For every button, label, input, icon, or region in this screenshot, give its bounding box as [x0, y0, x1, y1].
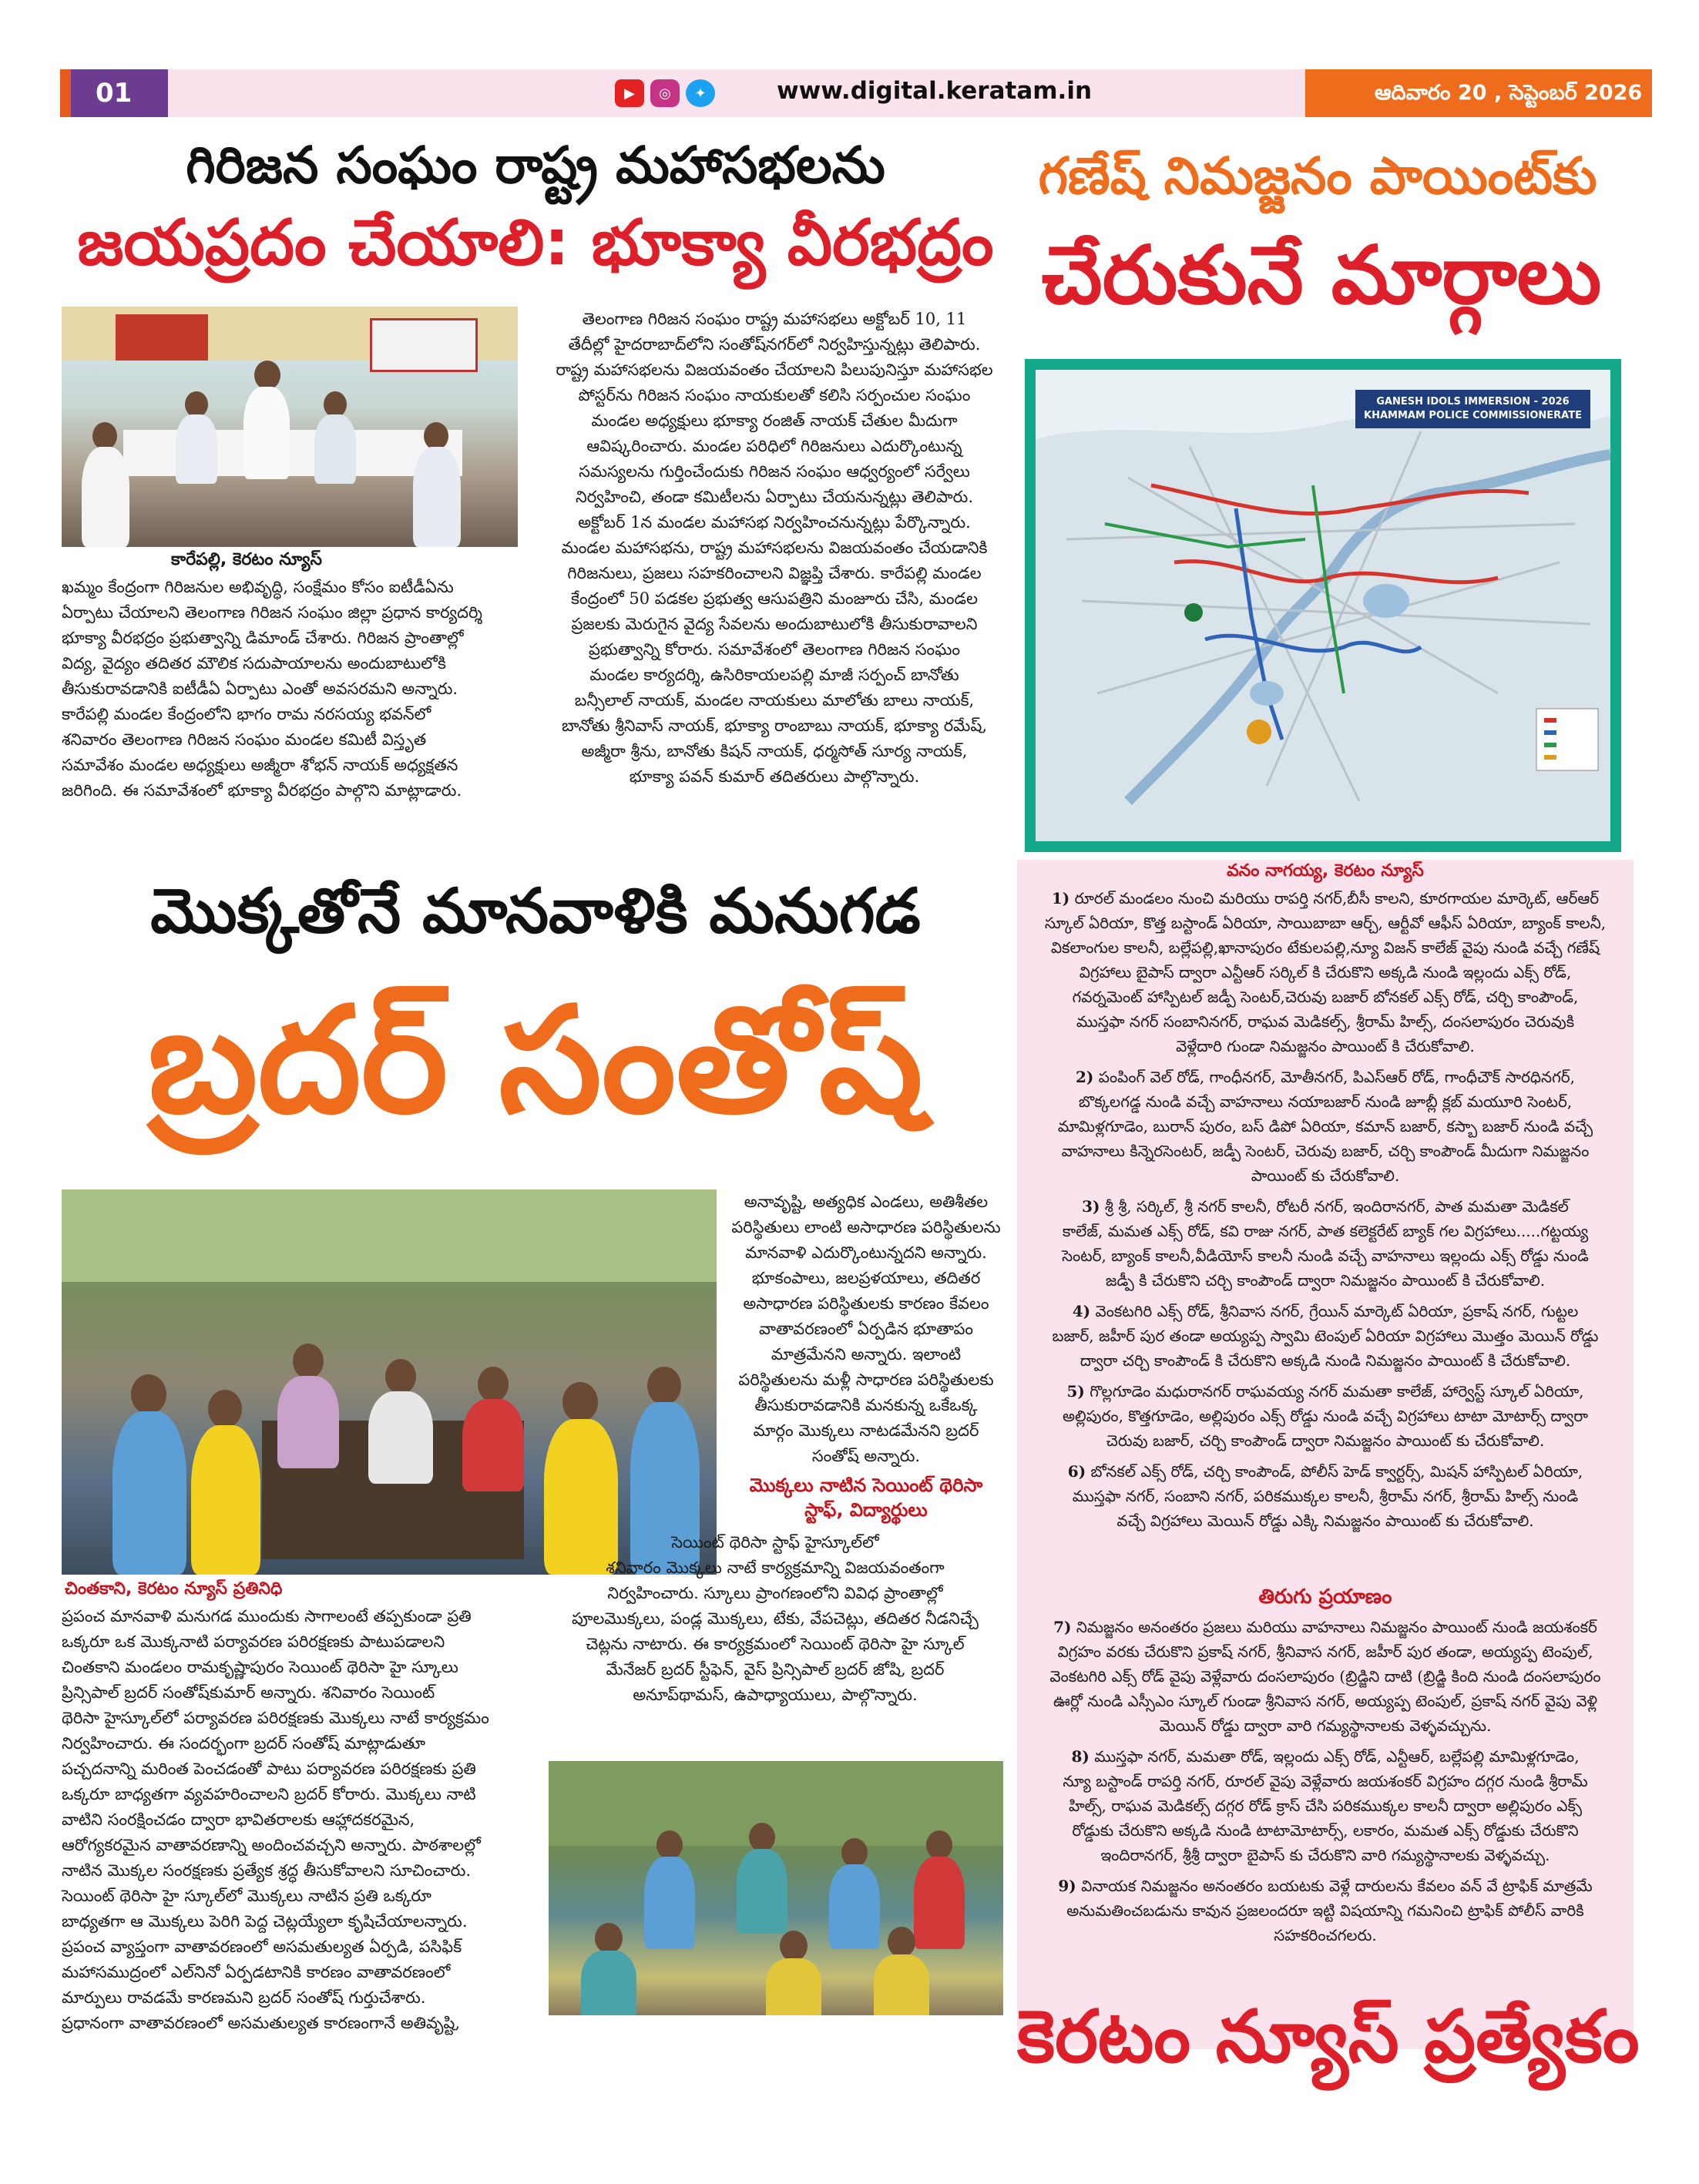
return-journey-heading: తిరుగు ప్రయాణం [1258, 1585, 1392, 1609]
story2-headline: చేరుకునే మార్గాలు [1041, 228, 1602, 322]
route-item: 6) బోనకల్ ఎక్స్ రోడ్, చర్చి కాంపౌండ్, పోలీస్ హెడ్ క్వార్టర్స్, మిషన్ హాస్పిటల్ ఏరియా, [1067, 1462, 1583, 1481]
story1-body-left: ఖమ్మం కేంద్రంగా గిరిజనుల అభివృద్ధి, సంక్షేమం కోసం ఐటీడీఏను ఏర్పాటు చేయాలని తెలంగాణ గిరిజన సంఘం జిల్లా ప్రధాన కార్యదర్శి భూక్యా వీరభద్రం ప్రభుత్వాన్ని డిమాండ్ చేశారు. గిరిజన ప్రాంతాల్లో విద్య, వైద్యం తదితర మౌలిక సదుపాయాలను అందుబాటులోకి తీసుకురావడానికి ఐటీడీఏ ఏర్పాటు ఎంతో అవసరమని అన్నారు. కారేపల్లి మండల కేంద్రంలోని భాగం రామ నరసయ్య భవన్‌లో శనివారం తెలంగాణ గిరిజన సంఘం మండల కమిటీ విస్తృత సమావేశం మండల అధ్యక్షులు అజ్మీరా శోభన్ నాయక్ అధ్యక్షతన జరిగింది. ఈ సమావేశంలో భూక్యా వీరభద్రం పాల్గొని మాట్లాడారు. [62, 578, 483, 800]
route-item: 7) నిమజ్జనం అనంతరం ప్రజలు మరియు వాహనాలు నిమజ్జనం పాయింట్ నుండి జయశంకర్ [1053, 1618, 1597, 1636]
story1-dateline: కారేపల్లి, కెరటం న్యూస్ [171, 550, 322, 569]
story2-dateline: వనం నాగయ్య, కెరటం న్యూస్ [1227, 861, 1424, 881]
masthead-bar [60, 69, 1652, 117]
story3-headline: బ్రదర్ సంతోష్ [147, 975, 924, 1146]
immersion-route-map [1025, 359, 1621, 852]
story1-photo [62, 307, 518, 547]
story3-photo-caption: మొక్కలు నాటిన సెయింట్ థెరిసా స్టాఫ్, విద్యార్థులు [749, 1474, 983, 1521]
routes-list-return: 7) నిమజ్జనం అనంతరం ప్రజలు మరియు వాహనాలు నిమజ్జనం పాయింట్ నుండి జయశంకర్ విగ్రహం వరకు చేరుకొని ప్రకాష్ నగర్, శ్రీనివాస నగర్, జహీర్ పుర తండా, అయ్యప్ప టెంపుల్, వెంకటగిరి ఎక్స్ రోడ్ వైపు వెళ్లేవారు దంసలాపురం (బ్రిడ్జిని దాటి (బ్రిడ్జి కింది నుండి దంసలాపురం ఊర్లో నుండి ఎస్సీఎం స్కూల్ గుండా శ్రీనివాస నగర్, అయ్యప్ప టెంపుల్, ప్రకాష్ నగర్ వైపు వెళ్లి మెయిన్ రోడ్డు ద్వారా వారి గమ్యస్థానాలకు వెళ్ళవచ్చును. 8) ముస్తఫా నగర్, మమతా రోడ్, ఇల్లందు ఎక్స్ రోడ్, ఎన్టీఆర్, బల్లేపల్లి మామిళ్లగూడెం, న్యూ బస్టాండ్ రాపర్తి నగర్, రూరల్ వైపు వెళ్లేవారు జయశంకర్ విగ్రహం దగ్గర నుండి శ్రీరామ్ హిల్స్, రాఘవ మెడికల్స్ దగ్గర రోడ్ క్రాస్ చేసి పరికముక్కల కాలనీ ద్వారా అల్లిపురం ఎక్స్ రోడ్డుకు చేరుకొని అక్కడి నుండి టాటామోటార్స్, లకారం, మమత ఎక్స్ రోడ్డుకు చేరుకొని ఇందిరానగర్, శ్రీశ్రీ ద్వారా బైపాస్ కు చేరుకొని వారి గమ్యస్థానాలకు వెళ్ళవచ్చు. 9) వినాయక నిమజ్జనం అనంతరం బయటకు వెళ్లే దారులను కేవలం వన్ వే ట్రాఫిక్ మాత్రమే అనుమతించబడును కావున ప్రజలందరూ ఇట్టి విషయాన్ని గమనించి ట్రాఫిక్ పోలీస్ వారికి సహకరించగలరు. [1020, 1615, 1630, 1947]
story3-dateline: చింతకాని, కెరటం న్యూస్ ప్రతినిధి [65, 1579, 283, 1599]
route-item: 5) గొల్లగూడెం మధురానగర్ రాఘవయ్య నగర్ మమతా కాలేజ్, హార్వెస్ట్ స్కూల్ ఏరియా, [1066, 1382, 1584, 1401]
issue-date: ఆదివారం 20 , సెప్టెంబర్ 2026 [1305, 69, 1652, 117]
keratam-special-footer: కెరటం న్యూస్ ప్రత్యేకం [1017, 1995, 1640, 2079]
instagram-icon[interactable]: ◎ [650, 79, 680, 107]
masthead-center [168, 69, 1362, 117]
story3-kicker: మొక్కతోనే మానవాళికి మనుగడ [150, 875, 921, 947]
story3-body-right-top: అనావృష్టి, అత్యధిక ఎండలు, అతిశీతల పరిస్థితులు లాంటి అసాధారణ పరిస్థితులను మానవాళి ఎదుర్కొంటున్నదని అన్నారు. భూకంపాలు, జలప్రళయాలు, తదితర అసాధారణ పరిస్థితులకు కారణం కేవలం వాతావరణంలో ఏర్పడిన భూతాపం మాత్రమేనని అన్నారు. ఇలాంటి పరిస్థితులను మళ్లీ సాధారణ పరిస్థితులకు తీసుకురావడానికి మనకున్న ఒకేఒక్క మార్గం మొక్కలు నాటడమేనని బ్రదర్ సంతోష్ అన్నారు. [731, 1193, 1001, 1465]
story1-headline: జయప్రదం చేయాలి: భూక్యా వీరభద్రం [77, 206, 994, 280]
route-item: 4) వెంకటగిరి ఎక్స్ రోడ్, శ్రీనివాస నగర్, గ్రేయిన్ మార్కెట్ ఏరియా, ప్రకాష్ నగర్, గుట్టల [1072, 1302, 1579, 1320]
story3-body-right-bottom: సెయింట్ థెరిసా స్టాఫ్ హైస్కూల్‌లో శనివారం మొక్కలు నాటే కార్యక్రమాన్ని విజయవంతంగా నిర్వహించారు. స్కూలు ప్రాంగణంలోని వివిధ ప్రాంతాల్లో పూలమొక్కలు, పండ్ల మొక్కలు, టేకు, వేపచెట్లు, తదితర నీడనిచ్చే చెట్లను నాటారు. ఈ కార్యక్రమంలో సెయింట్ థెరిసా హై స్కూల్ మేనేజర్ బ్రదర్ స్టీఫెన్, వైస్ ప్రిన్సిపాల్ బ్రదర్ జోషి, బ్రదర్ అనూప్‌థామస్, ఉపాధ్యాయులు, పాల్గొన్నారు. [572, 1533, 979, 1704]
story3-photo-main [62, 1189, 717, 1575]
website-url[interactable]: www.digital.keratam.in [777, 77, 1093, 105]
route-item: 8) ముస్తఫా నగర్, మమతా రోడ్, ఇల్లందు ఎక్స్ రోడ్, ఎన్టీఆర్, బల్లేపల్లి మామిళ్లగూడెం, [1071, 1747, 1580, 1766]
route-item: 2) పంపింగ్ వెల్ రోడ్, గాంధీనగర్, మోతీనగర్, పిఎస్‌ఆర్ రోడ్, గాంధీచౌక్ సారధినగర్, [1076, 1068, 1575, 1086]
story3-photo-secondary [549, 1761, 1003, 2015]
route-item: 9) వినాయక నిమజ్జనం అనంతరం బయటకు వెళ్లే దారులను కేవలం వన్ వే ట్రాఫిక్ మాత్రమే [1058, 1877, 1593, 1895]
routes-list-outbound: 1) రూరల్ మండలం నుంచి మరియు రాపర్తి నగర్,బీసీ కాలని, కూరగాయల మార్కెట్, ఆర్‌ఆర్ స్కూల్ ఏరియా, కొత్త బస్టాండ్ ఏరియా, సాయిబాబా ఆర్చ్, ఆర్టీవో ఆఫీస్ ఏరియా, బ్యాంక్ కాలనీ, వికలాంగుల కాలనీ, బల్లేపల్లి,ఖానాపురం టేకులపల్లి,న్యూ విజన్ కాలేజ్ వైపు నుండి వచ్చే గణేష్ విగ్రహాలు బైపాస్ ద్వారా ఎన్టీఆర్ సర్కిల్ కి చేరుకొని అక్కడి నుండి ఇల్లందు ఎక్స్ రోడ్, గవర్నమెంట్ హాస్పిటల్ జడ్పీ సెంటర్,చెరువు బజార్ బోనకల్ ఎక్స్ రోడ్, చర్చి కాంపౌండ్, ముస్తఫా నగర్ సంబానినగర్, రాఘవ మెడికల్స్, శ్రీరామ్ హిల్స్, దంసలాపురం చెరువుకి వెళ్లేదారి గుండా నిమజ్జనం పాయింట్ కి చేరుకోవాలి. 2) పంపింగ్ వెల్ రోడ్, గాంధీనగర్, మోతీనగర్, పిఎస్‌ఆర్ రోడ్, గాంధీచౌక్ సారధినగర్, బొక్కలగడ్డ నుండి వచ్చే వాహనాలు నయాబజార్ నుండి జూబ్లీ క్లబ్ మయూరి సెంటర్, మామిళ్లగూడెం, బురాన్ పురం, బస్ డిపో ఏరియా, కమాన్ బజార్, కస్బా బజార్ నుండి వచ్చే వాహనాలు కిన్నెరసెంటర్, జడ్పీ సెంటర్, చెరువు బజార్, చర్చి కాంపౌండ్ మీదుగా నిమజ్జనం పాయింట్ కు చేరుకోవాలి. 3) శ్రీ శ్రీ, సర్కిల్, శ్రీ నగర్ కాలనీ, రోటరీ నగర్, ఇందిరానగర్, పాత మమతా మెడికల్ కాలేజ్, మమత ఎక్స్ రోడ్, కవి రాజు నగర్, పాత కలెక్టరేట్ బ్యాక్ గల విగ్రహాలు.....గట్టయ్య సెంటర్, బ్యాంక్ కాలనీ,వీడియోస్ కాలనీ నుండి వచ్చే వాహనాలు ఇల్లందు ఎక్స్ రోడ్డు నుండి జడ్పీ కి చేరుకొని చర్చి కాంపౌండ్ ద్వారా నిమజ్జనం పాయింట్ కి చేరుకోవాలి. 4) వెంకటగిరి ఎక్స్ రోడ్, శ్రీనివాస నగర్, గ్రేయిన్ మార్కెట్ ఏరియా, ప్రకాష్ నగర్, గుట్టల బజార్, జహీర్ పుర తండా అయ్యప్ప స్వామి టెంపుల్ ఏరియా విగ్రహాలు మొత్తం మెయిన్ రోడ్డు ద్వారా చర్చి కాంపౌండ్ కి చేరుకొని అక్కడి నుండి నిమజ్జనం పాయింట్ కి చేరుకోవాలి. 5) గొల్లగూడెం మధురానగర్ రాఘవయ్య నగర్ మమతా కాలేజ్, హార్వెస్ట్ స్కూల్ ఏరియా, అల్లిపురం, కొత్తగూడెం, అల్లిపురం ఎక్స్ రోడ్డు నుండి వచ్చే విగ్రహాలు టాటా మోటార్స్ ద్వారా చెరువు బజార్, చర్చి కాంపౌండ్ ద్వారా నిమజ్జనం పాయింట్ కు చేరుకోవాలి. 6) బోనకల్ ఎక్స్ రోడ్, చర్చి కాంపౌండ్, పోలీస్ హెడ్ క్వార్టర్స్, మిషన్ హాస్పిటల్ ఏరియా, ముస్తఫా నగర్, సంబాని నగర్, పరికముక్కల కాలనీ, శ్రీరామ్ నగర్, శ్రీరామ్ హిల్స్ నుండి వచ్చే విగ్రహాలు మెయిన్ రోడ్డు ఎక్కి నిమజ్జనం పాయింట్ కు చేరుకోవాలి. [1020, 886, 1630, 1533]
story1-body-right: తెలంగాణ గిరిజన సంఘం రాష్ట్ర మహాసభలు అక్టోబర్ 10, 11 తేదీల్లో హైదరాబాద్‌లోని సంతోష్‌నగర్‌లో నిర్వహిస్తున్నట్లు తెలిపారు. రాష్ట్ర మహాసభలను విజయవంతం చేయాలని పిలుపునిస్తూ మహాసభల పోస్టర్‌ను గిరిజన సంఘం నాయకులతో కలిసి సర్పంచుల సంఘం మండల అధ్యక్షులు భూక్యా రంజిత్ నాయక్ చేతుల మీదుగా ఆవిష్కరించారు. మండల పరిధిలో గిరిజనులు ఎదుర్కొంటున్న సమస్యలను గుర్తించేందుకు గిరిజన సంఘం ఆధ్వర్యంలో సర్వేలు నిర్వహించి, తండా కమిటీలను ఏర్పాటు చేయనున్నట్లు తెలిపారు. అక్టోబర్ 1న మండల మహాసభ నిర్వహించనున్నట్లు పేర్కొన్నారు. మండల మహాసభను, రాష్ట్ర మహాసభలను విజయవంతం చేయడానికి గిరిజనులు, ప్రజలు సహకరించాలని విజ్ఞప్తి చేశారు. కారేపల్లి మండల కేంద్రంలో 50 పడకల ప్రభుత్వ ఆసుపత్రిని మంజూరు చేసి, మండల ప్రజలకు మెరుగైన వైద్య సేవలను అందుబాటులోకి తీసుకురావాలని ప్రభుత్వాన్ని కోరారు. సమావేశంలో తెలంగాణ గిరిజన సంఘం మండల కార్యదర్శి, ఉసిరికాయలపల్లి మాజీ సర్పంచ్ బానోతు బన్సీలాల్ నాయక్, మండల నాయకులు మాలోతు బాలు నాయక్, బానోతు శ్రీనివాస్ నాయక్, భూక్యా రాంబాబు నాయక్, భూక్యా రమేష్, అజ్మీరా శ్రీను, బానోతు కిషన్ నాయక్, ధర్మసోత్ సూర్య నాయక్, భూక్యా పవన్ కుమార్ తదితరులు పాల్గొన్నారు. [556, 310, 993, 786]
page-number: 01 [60, 69, 168, 117]
youtube-icon[interactable]: ▶ [615, 79, 644, 107]
story2-kicker: గణేష్ నిమజ్జనం పాయింట్‌కు [1038, 146, 1597, 206]
story1-kicker: గిరిజన సంఘం రాష్ట్ర మహాసభలను [186, 136, 885, 195]
route-item: 1) రూరల్ మండలం నుంచి మరియు రాపర్తి నగర్,బీసీ కాలని, కూరగాయల మార్కెట్, ఆర్‌ఆర్ [1051, 889, 1600, 907]
story3-body-left: ప్రపంచ మానవాళి మనుగడ ముందుకు సాగాలంటే తప్పకుండా ప్రతి ఒక్కరూ ఒక మొక్కనాటి పర్యావరణ పరిరక్షణకు పాటుపడాలని చింతకాని మండలం రామకృష్ణాపురం సెయింట్ థెరిసా హై స్కూలు ప్రిన్సిపాల్ బ్రదర్ సంతోష్‌కుమార్ అన్నారు. శనివారం సెయింట్ థెరిసా హైస్కూల్‌లో పర్యావరణ పరిరక్షణకు మొక్కలు నాటే కార్యక్రమం నిర్వహించారు. ఈ సందర్భంగా బ్రదర్ సంతోష్ మాట్లాడుతూ పచ్చదనాన్ని మరింత పెంచడంతో పాటు పర్యావరణ పరిరక్షణకు ప్రతి ఒక్కరూ బాధ్యతగా వ్యవహరించాలని బ్రదర్ కోరారు. మొక్కలు నాటి వాటిని సంరక్షించడం ద్వారా భావితరాలకు ఆహ్లాదకరమైన, ఆరోగ్యకరమైన వాతావరణాన్ని అందించవచ్చని అన్నారు. పాఠశాలల్లో నాటిన మొక్కల సంరక్షణకు ప్రత్యేక శ్రద్ధ తీసుకోవాలని సూచించారు. సెయింట్ థెరిసా హై స్కూల్‌లో మొక్కలు నాటిన ప్రతి ఒక్కరూ బాధ్యతగా ఆ మొక్కలు పెరిగి పెద్ద చెట్లయ్యేలా కృషిచేయాలన్నారు. ప్రపంచ వ్యాప్తంగా వాతావరణంలో అసమతుల్యత ఏర్పడి, పసిఫిక్ మహాసముద్రంలో ఎల్‌నినో ఏర్పడటానికి కారణం వాతావరణంలో మార్పులు రావడమే కారణమని బ్రదర్ సంతోష్ గుర్తుచేశారు. ప్రధానంగా వాతావరణంలో అసమతుల్యత కారణంగానే అతివృష్టి, [62, 1607, 489, 2032]
route-item: 3) శ్రీ శ్రీ, సర్కిల్, శ్రీ నగర్ కాలనీ, రోటరీ నగర్, ఇందిరానగర్, పాత మమతా మెడికల్ [1082, 1197, 1569, 1216]
twitter-icon[interactable]: ✦ [686, 79, 715, 107]
social-icons [615, 79, 715, 107]
map-title: GANESH IDOLS IMMERSION - 2026 KHAMMAM POLICE COMMISSIONERATE [1355, 390, 1590, 428]
